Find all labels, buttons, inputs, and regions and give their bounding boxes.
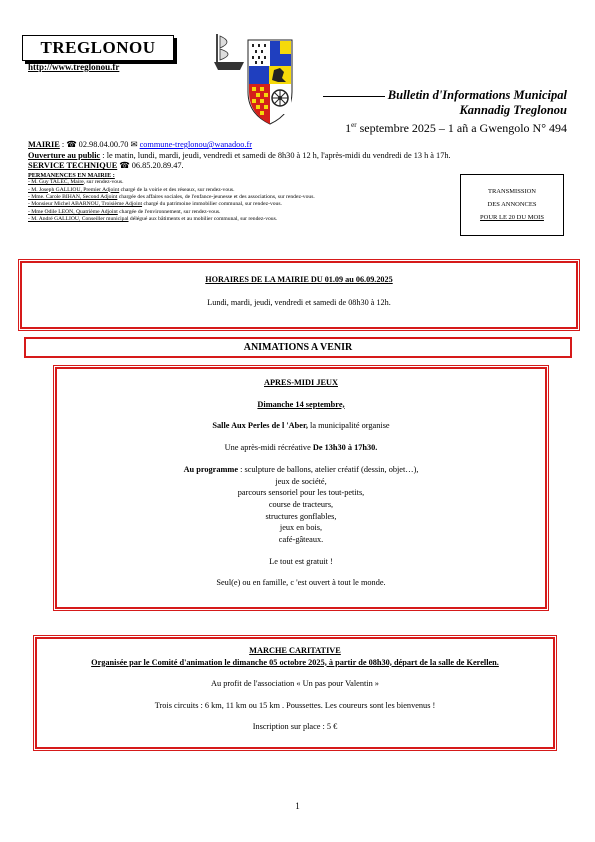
apres-midi-free: Le tout est gratuit !: [269, 556, 333, 566]
apres-midi-open: Seul(e) ou en famille, c 'est ouvert à tout le monde.: [216, 578, 386, 588]
website-link[interactable]: http://www.treglonou.fr: [28, 62, 120, 72]
page-title-box: [22, 35, 174, 61]
marche-inscription: Inscription sur place : 5 €: [252, 722, 338, 731]
coat-of-arms-logo: [212, 32, 294, 128]
horaires-text: Lundi, mardi, jeudi, vendredi et samedi de 08h30 à 12h.: [207, 298, 391, 307]
contact-block: [28, 140, 468, 224]
animations-banner: ANIMATIONS A VENIR: [24, 337, 572, 358]
marche-circuits: Trois circuits : 6 km, 11 km ou 15 km . Poussettes. Les coureurs sont les bienvenus !: [154, 700, 436, 710]
page-title: TREGLONOU: [40, 38, 156, 57]
marche-title: MARCHE CARITATIVE: [249, 646, 341, 655]
marche-subtitle: Organisée par le Comité d'animation le dimanche 05 octobre 2025, à partir de 08h30, départ de la salle de Kerellen.: [91, 657, 499, 667]
marche-caritative-box: [35, 637, 555, 749]
apres-midi-programme: Au programme : sculpture de ballons, atelier créatif (dessin, objet…),: [183, 464, 419, 474]
list-item: parcours sensoriel pour les tout-petits,: [237, 488, 365, 498]
apres-midi-date: Dimanche 14 septembre,: [257, 399, 345, 409]
list-item: - Mme Odile LEON, Quatrième Adjoint chargée de l'environnement, sur rendez-vous.: [28, 208, 221, 215]
apres-midi-jeux-box: [55, 367, 547, 609]
permanences-list: [28, 172, 468, 224]
horaires-box: [20, 261, 578, 329]
bulletin-title: Bulletin d'Informations Municipal: [387, 88, 567, 102]
bulletin-date: 1er septembre 2025 – 1 añ a Gwengolo N° 494: [345, 121, 567, 135]
opening-hours-line: Ouverture au public : le matin, lundi, mardi, jeudi, vendredi et samedi de 8h30 à 12 h, l'après-midi du vendredi de 13 h à 17h.: [28, 150, 451, 160]
list-item: - Monsieur Michel ABARNOU, Troisième Adjoint chargé du patrimoine immobilier communal, sur rendez-vous.: [28, 201, 282, 208]
apres-midi-place: Salle Aux Perles de l 'Aber, la municipalité organise: [212, 421, 390, 431]
apres-midi-time: Une après-midi récréative De 13h30 à 17h30.: [224, 443, 378, 453]
page-number: 1: [295, 801, 300, 811]
list-item: - Mme. Carole BIHAN, Second Adjoint chargée des affaires sociales, de l'enfance-jeunesse et des associations, sur rendez-vous.: [28, 194, 315, 200]
permanences-heading: PERMANENCES EN MAIRIE :: [28, 171, 115, 179]
mairie-email-link[interactable]: commune-treglonou@wanadoo.fr: [139, 140, 253, 149]
apres-midi-title: APRES-MIDI JEUX: [264, 378, 338, 387]
list-item: café-gâteaux.: [278, 535, 324, 545]
horaires-title: HORAIRES DE LA MAIRIE DU 01.09 au 06.09.2025: [205, 275, 393, 284]
list-item: jeux en bois,: [279, 523, 323, 533]
list-item: - M. Guy TALEC, Maire, sur rendez-vous.: [28, 179, 124, 186]
service-technique-line: SERVICE TECHNIQUE ☎ 06.85.20.89.47.: [28, 161, 184, 171]
list-item: - M. André GALLIOU, Conseiller municipal délégué aux bâtiments et au mobilier communal, sur rendez-vous.: [28, 216, 278, 223]
list-item: jeux de société,: [275, 476, 327, 486]
list-item: structures gonflables,: [265, 511, 337, 521]
mairie-line: MAIRIE : ☎ 02.98.04.00.70 ✉ commune-treglonou@wanadoo.fr: [28, 140, 253, 149]
marche-profit: Au profit de l'association « Un pas pour Valentin »: [211, 679, 379, 688]
bulletin-heading: [323, 88, 567, 136]
transmission-notice: TRANSMISSION DES ANNONCES POUR LE 20 DU MOIS: [460, 174, 564, 236]
list-item: course de tracteurs,: [268, 499, 334, 509]
list-item: - M. Joseph GALLIOU, Premier Adjoint chargé de la voirie et des réseaux, sur rendez-vous.: [28, 186, 235, 193]
bulletin-subtitle: Kannadig Treglonou: [459, 103, 567, 117]
